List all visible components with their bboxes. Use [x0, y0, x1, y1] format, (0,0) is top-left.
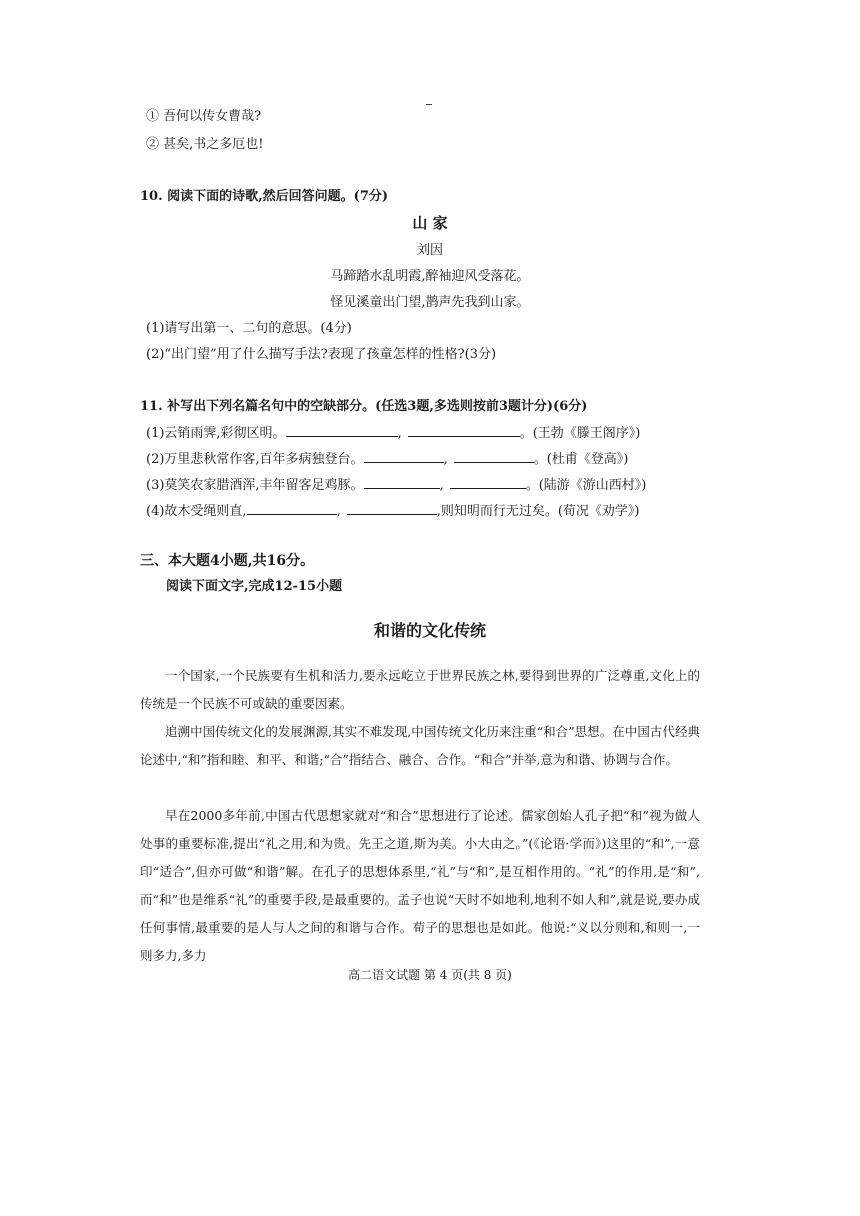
q11-item-3-prefix: (3)莫笑农家腊酒浑,丰年留客足鸡豚。: [146, 478, 364, 493]
q11-item-4: [146, 502, 639, 521]
page-footer: 高二语文试题 第 4 页(共 8 页): [348, 968, 512, 982]
answer-blank[interactable]: [247, 502, 337, 515]
answer-blank[interactable]: [364, 450, 444, 463]
q11-item-1-prefix: (1)云销雨霁,彩彻区明。: [146, 426, 286, 441]
poem-title: 山 家: [412, 214, 448, 232]
section-heading: 三、本大题4小题,共16分。: [140, 553, 315, 569]
answer-blank[interactable]: [408, 424, 520, 437]
q10-sub-2: (2)“出门望”用了什么描写手法?表现了孩童怎样的性格?(3分): [146, 347, 497, 362]
answer-blank[interactable]: [347, 502, 437, 515]
q11-item-2-mid: ,: [443, 452, 448, 467]
answer-blank[interactable]: [286, 424, 398, 437]
q10-sub-1: (1)请写出第一、二句的意思。(4分): [146, 321, 352, 336]
article-title: 和谐的文化传统: [373, 621, 486, 640]
poem-author: 刘因: [416, 243, 443, 258]
q11-item-1: [146, 424, 640, 443]
q10-heading: 10. 阅读下面的诗歌,然后回答问题。(7分): [140, 189, 389, 204]
q11-heading: 11. 补写出下列名篇名句中的空缺部分。(任选3题,多选则按前3题计分)(6分): [140, 399, 588, 414]
q11-item-2-prefix: (2)万里悲秋常作客,百年多病独登台。: [146, 452, 364, 467]
q11-item-4-prefix: (4)故木受绳则直,: [146, 504, 247, 519]
poem-line-1: 马蹄踏水乱明霞,醉袖迎风受落花。: [330, 269, 530, 284]
answer-blank[interactable]: [364, 476, 440, 489]
q11-item-3-suffix: 。(陆游《游山西村》): [525, 478, 647, 493]
section-instruction: 阅读下面文字,完成12-15小题: [166, 579, 343, 594]
article-paragraph-2: 追溯中国传统文化的发展渊源,其实不难发现,中国传统文化历来注重“和合”思想。在中国古代经典论述中,“和”指和睦、和平、和谐;“合”指结合、融合、合作。“和合”并举,意为和谐、协调与合作。: [140, 724, 700, 767]
scan-mark: [426, 104, 432, 105]
answer-blank[interactable]: [454, 450, 534, 463]
q11-item-1-suffix: 。(王勃《滕王阁序》): [519, 426, 641, 441]
q11-item-2: [146, 450, 628, 469]
poem-line-2: 怪见溪童出门望,鹊声先我到山家。: [330, 295, 530, 310]
article-paragraph-1: 一个国家,一个民族要有生机和活力,要永远屹立于世界民族之林,要得到世界的广泛尊重,文化上的传统是一个民族不可或缺的重要因素。: [140, 668, 700, 711]
top-item-1: ① 吾何以传女曹哉?: [146, 109, 262, 124]
top-item-2: ② 甚矣,书之多厄也!: [146, 137, 264, 152]
q11-item-1-mid: ,: [397, 426, 402, 441]
answer-blank[interactable]: [450, 476, 526, 489]
q11-item-2-suffix: 。(杜甫《登高》): [533, 452, 629, 467]
q11-item-3: [146, 476, 646, 495]
q11-item-4-mid: ,: [336, 504, 341, 519]
q11-item-3-mid: ,: [439, 478, 444, 493]
q11-item-4-suffix: ,则知明而行无过矣。(荀况《劝学》): [436, 504, 640, 519]
article-paragraph-3: 早在2000多年前,中国古代思想家就对“和合”思想进行了论述。儒家创始人孔子把“和”视为做人处事的重要标准,提出“礼之用,和为贵。先王之道,斯为美。小大由之。”(《论语·学而》)这里的“和”,一意印“适合”,但亦可做“和谐”解。在孔子的思想体系里,“礼”与“和”,是互相作用的。“礼”的作用,是“和”,而“和”也是维系“礼”的重要手段,是最重要的。孟子也说“天时不如地利,地利不如人和”,就是说,要办成任何事情,最重要的是人与人之间的和谐与合作。荀子的思想也是如此。他说:“义以分则和,和则一,一则多力,多力: [140, 808, 700, 963]
